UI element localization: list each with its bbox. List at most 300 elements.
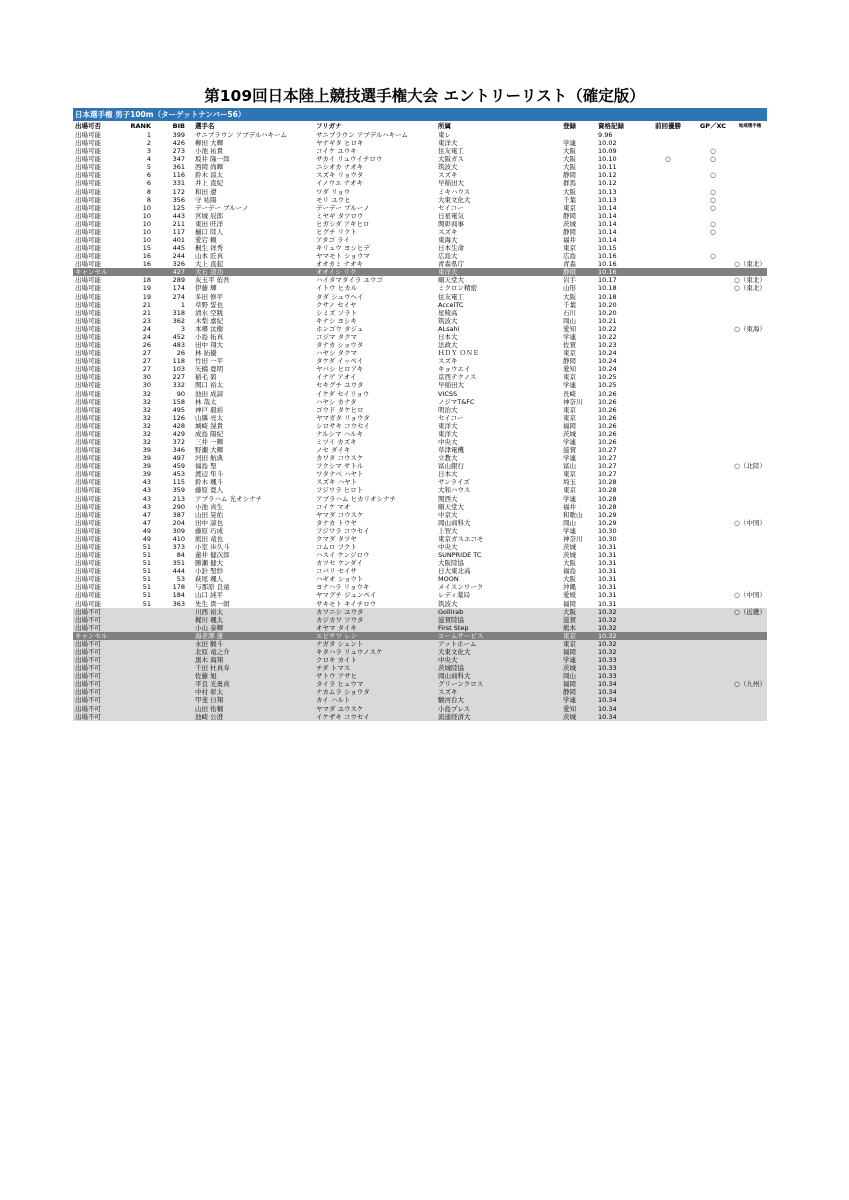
table-row [73,688,767,696]
furigana-cell: モリ ユウヒ [316,195,351,204]
table-row [73,430,767,438]
status-cell: 出場可能 [75,478,101,487]
registration-cell: 広島 [563,252,576,261]
table-row [73,575,767,583]
rank-cell: 39 [142,462,151,471]
team-cell: Gollirab [438,607,464,616]
furigana-cell: イノウエ ナオキ [316,179,364,188]
table-row [73,672,767,680]
registration-cell: 東京 [563,486,576,495]
status-cell: 出場可能 [75,324,101,333]
table-row [73,632,767,640]
rank-cell: 32 [142,429,151,438]
furigana-cell: ハイタマタイラ ユウゴ [316,276,383,285]
table-row [73,446,767,454]
athlete-name-cell: 小池 真生 [195,502,224,511]
athlete-name-cell: 井上 直紀 [195,179,224,188]
table-row [73,511,767,519]
rank-cell: 51 [142,542,151,551]
athlete-name-cell: 関口 裕太 [195,381,224,390]
table-row [73,583,767,591]
bib-cell: 184 [172,591,185,600]
bib-cell: 410 [172,534,185,543]
rank-cell: 51 [142,583,151,592]
furigana-cell: イケダ セイリョウ [316,389,370,398]
athlete-name-cell: 中村 彰太 [195,688,224,697]
team-cell: 広島大 [438,252,458,261]
table-row [73,260,767,268]
record-cell: 10.27 [598,470,617,479]
gp-xc-cell: ○ [710,203,716,212]
registration-cell: 青森 [563,260,576,269]
bib-cell: 158 [172,397,185,406]
registration-cell: 大阪 [563,187,576,196]
rank-cell: 32 [142,397,151,406]
rank-cell: 51 [142,575,151,584]
team-cell: First Step [438,623,469,632]
rank-cell: 51 [142,567,151,576]
rank-cell: 39 [142,454,151,463]
status-cell: 出場不可 [75,623,101,632]
furigana-cell: ミツイ カズキ [316,437,357,446]
table-row [73,478,767,486]
rank-cell: 10 [142,203,151,212]
athlete-name-cell: 先生 貴一朗 [195,599,230,608]
bib-cell: 3 [180,324,185,333]
registration-cell: 岡山 [563,672,576,681]
status-cell: 出場不可 [75,664,101,673]
table-row [73,624,767,632]
team-cell: 東洋大 [438,421,458,430]
registration-cell: 東京 [563,470,576,479]
furigana-cell: サキモト キイチロウ [316,599,377,608]
athlete-name-cell: 多田 修平 [195,292,224,301]
rank-cell: 51 [142,591,151,600]
table-row [73,204,767,212]
bib-cell: 428 [172,421,185,430]
registration-cell: 神奈川 [563,534,583,543]
furigana-cell: ヤマダ コウスケ [316,510,364,519]
athlete-name-cell: 小島 拓真 [195,332,224,341]
status-cell: 出場可能 [75,211,101,220]
status-cell: 出場可能 [75,421,101,430]
table-row [73,422,767,430]
bib-cell: 273 [172,147,185,156]
table-row [73,640,767,648]
record-cell: 10.17 [598,276,617,285]
status-cell: 出場可能 [75,332,101,341]
furigana-cell: デーデー ブルーノ [316,203,370,212]
status-cell: 出場不可 [75,680,101,689]
rank-cell: 47 [142,510,151,519]
table-row [73,163,767,171]
athlete-name-cell: 北原 竜之介 [195,648,230,656]
status-cell: 出場可能 [75,163,101,172]
status-cell: 出場可能 [75,454,101,463]
rank-cell: 39 [142,470,151,479]
table-row [73,147,767,155]
rank-cell: 27 [142,349,151,358]
bib-cell: 363 [172,599,185,608]
bib-cell: 359 [172,486,185,495]
status-cell: 出場可能 [75,437,101,446]
rank-cell: 8 [146,187,151,196]
table-row [73,179,767,187]
team-cell: メイスンワーク [438,583,484,592]
furigana-cell: ニシオカ ナオキ [316,163,364,172]
table-row [73,535,767,543]
table-row [73,486,767,494]
registration-cell: 岡山 [563,316,576,325]
rank-cell: 43 [142,478,151,487]
team-cell: 早稲田大 [438,179,464,188]
athlete-name-cell: 大石 凌功 [195,268,224,277]
team-cell: サンライズ [438,478,470,487]
record-cell: 10.23 [598,341,617,350]
table-row [73,365,767,373]
status-cell: 出場可能 [75,446,101,455]
registration-cell: 茨城 [563,429,576,438]
registration-cell: 滋賀 [563,615,576,624]
bib-cell: 204 [172,518,185,527]
table-row [73,317,767,325]
record-cell: 10.24 [598,349,617,358]
record-cell: 10.32 [598,648,617,656]
rank-cell: 51 [142,551,151,560]
status-cell: 出場可能 [75,599,101,608]
registration-cell: 東京 [563,244,576,253]
table-row [73,373,767,381]
athlete-name-cell: 鈴木 涼太 [195,171,224,180]
rank-cell: 32 [142,413,151,422]
athlete-name-cell: 矢橋 寛明 [195,365,224,374]
bib-cell: 452 [172,332,185,341]
athlete-name-cell: 平良 光勇真 [195,680,230,689]
registration-cell: 愛知 [563,704,576,713]
athlete-name-cell: 池田 成諒 [195,389,224,398]
status-cell: 出場可能 [75,575,101,584]
gp-xc-cell: ○ [710,219,716,228]
athlete-name-cell: 渡辺 隼斗 [195,470,224,479]
rank-cell: 18 [142,276,151,285]
area-champ-cell: ○（中国） [734,518,766,527]
record-cell: 10.31 [598,567,617,576]
record-cell: 10.02 [598,139,617,148]
bib-cell: 373 [172,542,185,551]
status-cell: 出場不可 [75,712,101,721]
record-cell: 10.24 [598,357,617,366]
team-cell: 大阪陸協 [438,559,464,568]
registration-cell: 茨城 [563,542,576,551]
record-cell: 10.28 [598,478,617,487]
athlete-name-cell: 田中 翔大 [195,341,224,350]
status-cell: 出場可能 [75,227,101,236]
record-cell: 10.26 [598,397,617,406]
team-cell: 上智大 [438,526,458,535]
registration-cell: 沖縄 [563,583,576,592]
furigana-cell: タナカ ショウタ [316,341,364,350]
athlete-name-cell: 甲斐 日翔 [195,696,224,705]
record-cell: 10.27 [598,454,617,463]
bib-cell: 84 [176,551,185,560]
bib-cell: 483 [172,341,185,350]
furigana-cell: ゴウド タケヒロ [316,405,364,414]
table-row [73,414,767,422]
rank-cell: 6 [146,179,151,188]
registration-cell: 東京 [563,373,576,382]
status-cell: 出場可能 [75,551,101,560]
furigana-cell: コムロ フクト [316,542,357,551]
bib-cell: 211 [172,219,185,228]
registration-cell: 静岡 [563,171,576,180]
furigana-cell: ホンゴウ タジュ [316,324,364,333]
record-cell: 10.15 [598,244,617,253]
bib-cell: 445 [172,244,185,253]
rank-cell: 24 [142,332,151,341]
furigana-cell: ハスイ ケンジロウ [316,551,370,560]
bib-cell: 90 [176,389,185,398]
athlete-name-cell: 小山 泰輝 [195,623,224,632]
team-cell: ALsahi [438,324,460,333]
team-cell: レディ薬局 [438,591,470,600]
team-cell: 東洋大 [438,139,458,148]
furigana-cell: ヤマグチ ジュンペイ [316,591,377,600]
table-body [73,131,767,721]
furigana-cell: ナルシマ ハルキ [316,429,364,438]
furigana-cell: イナゲ アオイ [316,373,357,382]
bib-cell: 443 [172,211,185,220]
registration-cell: 茨城 [563,551,576,560]
athlete-name-cell: デーデー ブルーノ [195,203,249,212]
team-cell: 筑波大 [438,316,458,325]
table-row [73,705,767,713]
bib-cell: 362 [172,316,185,325]
athlete-name-cell: 藤原 巧成 [195,526,224,535]
status-cell: 出場不可 [75,639,101,648]
furigana-cell: クロキ カイト [316,656,357,665]
team-cell: 日本大 [438,470,458,479]
table-row [73,381,767,389]
status-cell: 出場不可 [75,696,101,705]
record-cell: 10.25 [598,381,617,390]
furigana-cell: ヤマモト ショウマ [316,252,370,261]
header-pref: 登録 [563,122,576,130]
rank-cell: 5 [146,163,151,172]
record-cell: 10.22 [598,332,617,341]
registration-cell: 静岡 [563,268,576,277]
bib-cell: 116 [172,171,185,180]
status-cell: 出場可能 [75,389,101,398]
athlete-name-cell: 林 哉太 [195,397,217,406]
gp-xc-cell: ○ [710,252,716,261]
team-cell: 茨城陸協 [438,664,464,673]
furigana-cell: フクシマ サトル [316,462,364,471]
athlete-name-cell: 野瀬 大輝 [195,446,224,455]
record-cell: 10.14 [598,203,617,212]
furigana-cell: サニブラウン アブデルハキーム [316,131,409,139]
status-cell: 出場可能 [75,244,101,253]
registration-cell: 学連 [563,656,576,665]
registration-cell: 群馬 [563,179,576,188]
team-cell: エームサービス [438,631,484,640]
page-title: 第109回日本陸上競技選手権大会 エントリーリスト（確定版） [204,87,645,105]
record-cell: 10.34 [598,712,617,721]
athlete-name-cell: 伊藤 輝 [195,284,217,293]
furigana-cell: エビサワ レン [316,631,357,640]
registration-cell: 学連 [563,381,576,390]
furigana-cell: フジワラ ヒロト [316,486,364,495]
record-cell: 10.16 [598,268,617,277]
status-cell: 出場可能 [75,413,101,422]
table-row [73,309,767,317]
team-cell: 立教大 [438,454,458,463]
registration-cell: 静岡 [563,688,576,697]
team-cell: 大阪ガス [438,155,464,164]
table-header-row [73,122,767,131]
status-cell: 出場可能 [75,292,101,301]
bib-cell: 227 [172,373,185,382]
athlete-name-cell: 池崎 公澄 [195,712,224,721]
furigana-cell: スズキ ハヤト [316,478,358,487]
record-cell: 10.13 [598,195,617,204]
bib-cell: 361 [172,163,185,172]
registration-cell: 茨城 [563,664,576,673]
registration-cell: 福岡 [563,648,576,656]
team-cell: 早稲田大 [438,381,464,390]
table-row [73,188,767,196]
area-champ-cell: ○（東海） [734,324,766,333]
rank-cell: 49 [142,534,151,543]
team-cell: 大東文化大 [438,648,471,656]
bib-cell: 387 [172,510,185,519]
record-cell: 10.31 [598,551,617,560]
athlete-name-cell: 成島 陽紀 [195,429,224,438]
status-cell: 出場可能 [75,260,101,269]
team-cell: ノジマT&FC [438,397,475,406]
registration-cell: 神奈川 [563,397,583,406]
gp-xc-cell: ○ [710,155,716,164]
status-cell: 出場可能 [75,341,101,350]
team-cell: 東レ [438,131,451,139]
athlete-name-cell: 田中 諒也 [195,518,224,527]
rank-cell: 27 [142,357,151,366]
athlete-name-cell: 灰玉平 侑吾 [195,276,230,285]
table-row [73,454,767,462]
registration-cell: 滋賀 [563,446,576,455]
rank-cell: 15 [142,244,151,253]
rank-cell: 19 [142,292,151,301]
table-row [73,551,767,559]
athlete-name-cell: 山田 晃佑 [195,510,224,519]
furigana-cell: シミズ ソラト [316,308,358,317]
furigana-cell: カワニシ ユウタ [316,607,364,616]
athlete-name-cell: アブラハム 光オシナチ [195,494,263,503]
record-cell: 10.28 [598,502,617,511]
team-cell: スズキ [438,357,458,366]
record-cell: 10.34 [598,704,617,713]
team-cell: 富山銀行 [438,462,464,471]
table-row [73,696,767,704]
furigana-cell: カジカワ ソウタ [316,615,364,624]
header-bib: BIB [172,122,185,130]
record-cell: 10.33 [598,672,617,681]
record-cell: 10.31 [598,583,617,592]
record-cell: 10.34 [598,688,617,697]
athlete-name-cell: 大上 直起 [195,260,224,269]
record-cell: 9.96 [598,131,613,139]
athlete-name-cell: 勝瀬 健大 [195,559,224,568]
table-row [73,648,767,656]
furigana-cell: アタゴ ライ [316,236,350,245]
athlete-name-cell: 蓮井 健次郎 [195,551,230,560]
bib-cell: 290 [172,502,185,511]
furigana-cell: タナカ トウヤ [316,518,357,527]
athlete-name-cell: 川西 裕太 [195,607,224,616]
record-cell: 10.12 [598,171,617,180]
record-cell: 10.26 [598,437,617,446]
furigana-cell: クサノ セイヤ [316,300,357,309]
team-cell: 住友電工 [438,292,464,301]
registration-cell: 岡山 [563,518,576,527]
table-row [73,567,767,575]
record-cell: 10.13 [598,187,617,196]
record-cell: 10.14 [598,219,617,228]
record-cell: 10.34 [598,696,617,705]
status-cell: 出場可能 [75,131,101,139]
bib-cell: 26 [176,349,185,358]
furigana-cell: ワダ リョウ [316,187,351,196]
rank-cell: 19 [142,284,151,293]
rank-cell: 30 [142,373,151,382]
team-cell: 駿河台大 [438,696,464,705]
furigana-cell: コジマ タクマ [316,332,358,341]
status-cell: 出場可能 [75,187,101,196]
team-cell: 関西大 [438,494,458,503]
registration-cell: 福岡 [563,421,576,430]
status-cell: 出場可能 [75,155,101,164]
bib-cell: 427 [172,268,185,277]
furigana-cell: オヤマ タイキ [316,623,357,632]
athlete-name-cell: サニブラウン アブデルハキーム [195,131,288,139]
record-cell: 10.32 [598,615,617,624]
area-champ-cell: ○（中国） [734,591,766,600]
status-cell: 出場可能 [75,502,101,511]
team-cell: 住友電工 [438,147,464,156]
furigana-cell: シロサキ コウセイ [316,421,370,430]
team-cell: 流通経済大 [438,712,471,721]
bib-cell: 356 [172,195,185,204]
bib-cell: 126 [172,413,185,422]
bib-cell: 115 [172,478,185,487]
bib-cell: 103 [172,365,185,374]
record-cell: 10.26 [598,421,617,430]
record-cell: 10.30 [598,534,617,543]
table-row [73,406,767,414]
registration-cell: 東京 [563,405,576,414]
registration-cell: 岩手 [563,276,576,285]
rank-cell: 1 [146,131,151,139]
furigana-cell: コバリ セイサ [316,567,357,576]
furigana-cell: キタハラ リュウノスケ [316,648,383,656]
table-row [73,470,767,478]
athlete-name-cell: 千田 杜真寿 [195,664,230,673]
rank-cell: 43 [142,494,151,503]
record-cell: 10.18 [598,284,617,293]
athlete-name-cell: 稲毛 碧 [195,373,217,382]
team-cell: MOON [438,575,459,584]
furigana-cell: キリュウ ヨシヒデ [316,244,370,253]
registration-cell: 愛媛 [563,591,576,600]
